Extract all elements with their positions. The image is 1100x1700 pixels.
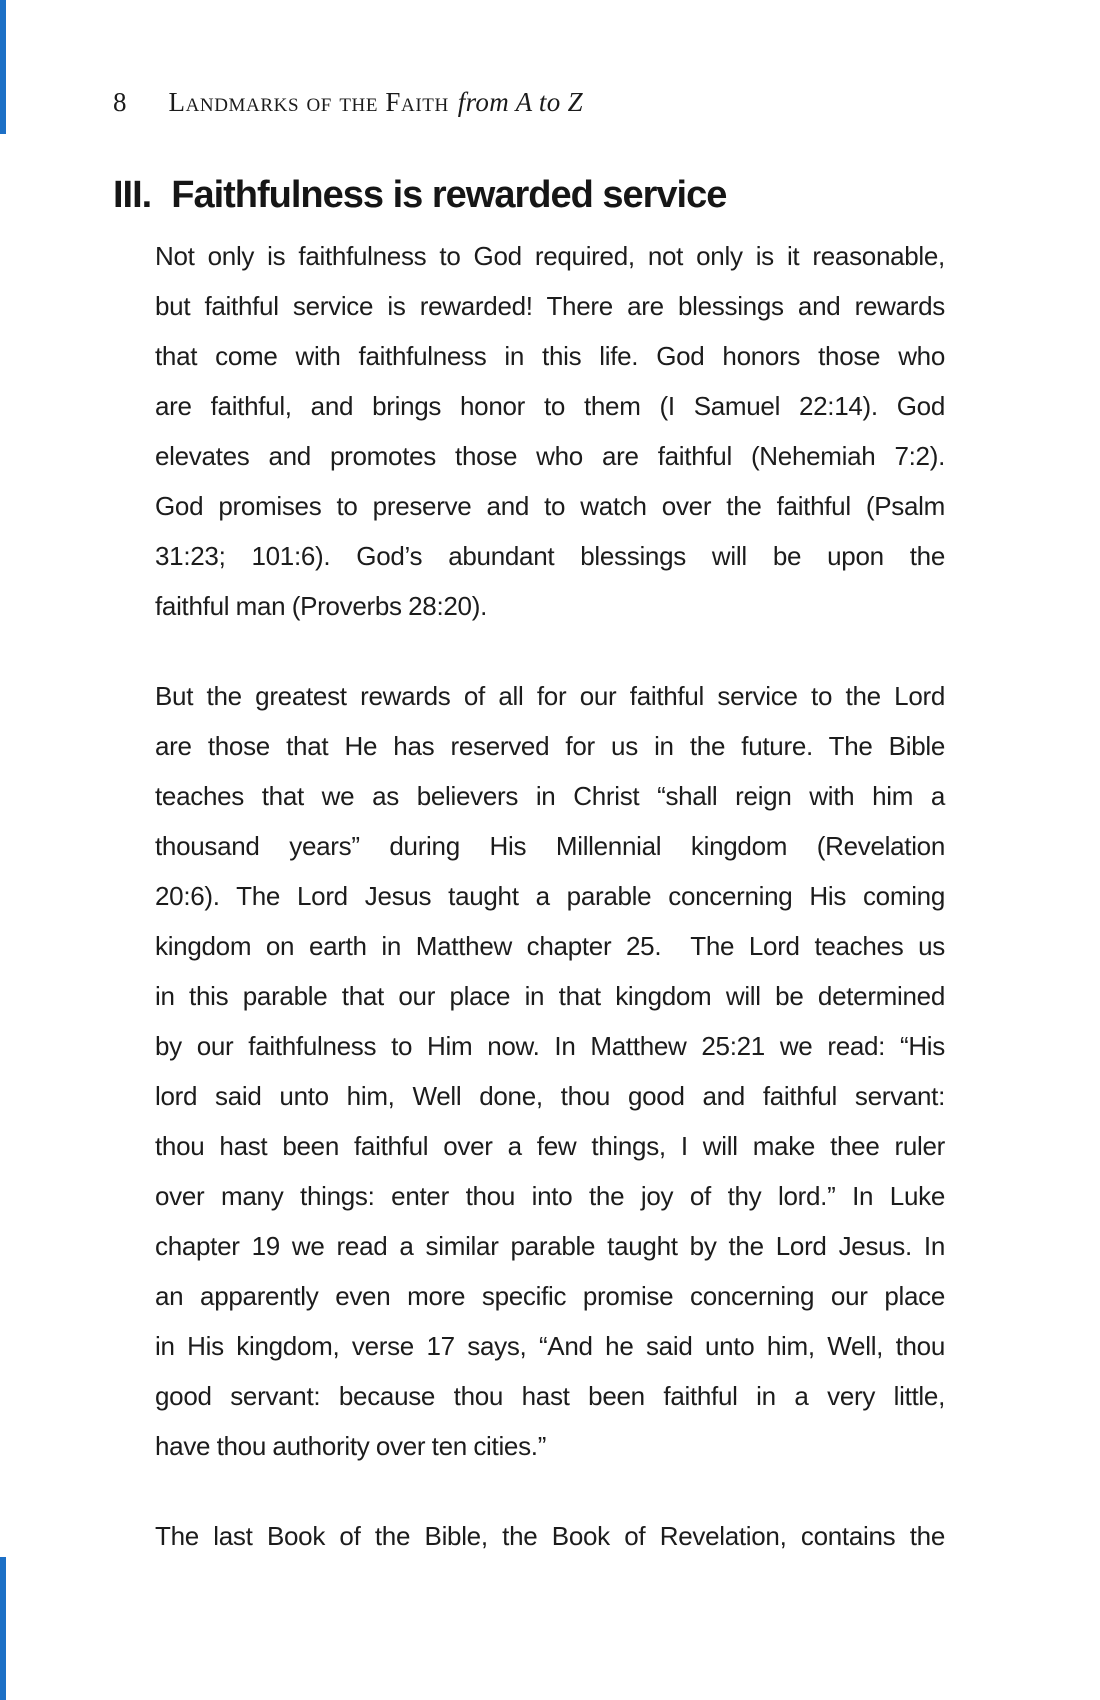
text-line: have thou authority over ten cities.” xyxy=(155,1431,547,1461)
text-line: are faithful, and brings honor to them (I Samuel 22:14). God xyxy=(155,391,945,421)
running-header xyxy=(113,87,583,117)
section-number: III. xyxy=(113,174,152,216)
paragraph xyxy=(155,671,945,1471)
text-line: Not only is faithfulness to God required, not only is it reasonable, xyxy=(155,241,945,271)
page-edge-stripe-bottom xyxy=(0,1557,6,1700)
section-title: Faithfulness is rewarded service xyxy=(171,174,727,216)
text-line: elevates and promotes those who are faithful (Nehemiah 7:2). xyxy=(155,441,945,471)
text-line: are those that He has reserved for us in the future. The Bible xyxy=(155,731,945,761)
book-title-suffix: from A to Z xyxy=(457,87,583,117)
text-line: But the greatest rewards of all for our faithful service to the Lord xyxy=(155,681,945,711)
text-line: faithful man (Proverbs 28:20). xyxy=(155,591,487,621)
text-line: teaches that we as believers in Christ “shall reign with him a xyxy=(155,781,945,811)
paragraph xyxy=(155,1511,945,1561)
text-line: 31:23; 101:6). God’s abundant blessings will be upon the xyxy=(155,541,945,571)
book-title: Landmarks of the Faith xyxy=(168,87,449,117)
text-line: lord said unto him, Well done, thou good and faithful servant: xyxy=(155,1081,945,1111)
text-line: 20:6). The Lord Jesus taught a parable concerning His coming xyxy=(155,881,945,911)
section-heading xyxy=(113,173,726,217)
page-edge-stripe-top xyxy=(0,0,6,134)
text-line: in this parable that our place in that kingdom will be determined xyxy=(155,981,945,1011)
paragraph xyxy=(155,231,945,631)
text-line: The last Book of the Bible, the Book of Revelation, contains the xyxy=(155,1521,945,1551)
text-line: chapter 19 we read a similar parable taught by the Lord Jesus. In xyxy=(155,1231,945,1261)
text-line: thousand years” during His Millennial kingdom (Revelation xyxy=(155,831,945,861)
text-line: that come with faithfulness in this life. God honors those who xyxy=(155,341,945,371)
text-line: by our faithfulness to Him now. In Matthew 25:21 we read: “His xyxy=(155,1031,945,1061)
text-line: in His kingdom, verse 17 says, “And he said unto him, Well, thou xyxy=(155,1331,945,1361)
text-line: thou hast been faithful over a few things, I will make thee ruler xyxy=(155,1131,945,1161)
page-number: 8 xyxy=(113,87,127,117)
text-line: God promises to preserve and to watch over the faithful (Psalm xyxy=(155,491,945,521)
text-line: but faithful service is rewarded! There are blessings and rewards xyxy=(155,291,945,321)
text-line: good servant: because thou hast been faithful in a very little, xyxy=(155,1381,945,1411)
body-text xyxy=(155,231,945,1561)
text-line: kingdom on earth in Matthew chapter 25. The Lord teaches us xyxy=(155,931,945,961)
text-line: over many things: enter thou into the joy of thy lord.” In Luke xyxy=(155,1181,945,1211)
text-line: an apparently even more specific promise concerning our place xyxy=(155,1281,945,1311)
